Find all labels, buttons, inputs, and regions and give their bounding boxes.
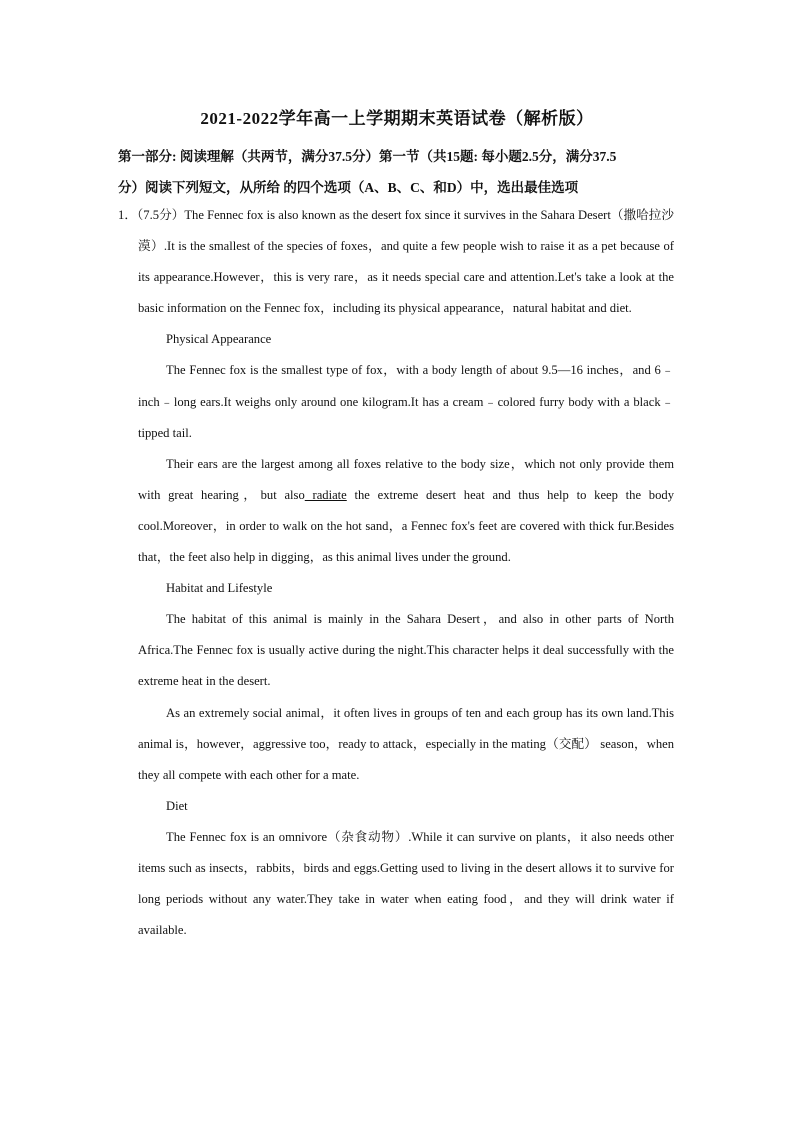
part-heading-line-2: 分）阅读下列短文，从所给 的四个选项（A、B、C、和D）中，选出最佳选项 — [118, 180, 579, 195]
paragraph-habitat-1: The habitat of this animal is mainly in the Sahara Desert，and also in other parts of North Africa.The Fennec fox is usually active during the night.This character helps it deal successfully with the extreme heat in the desert. — [138, 612, 674, 689]
paragraph-diet-1: The Fennec fox is an omnivore（杂食动物）.While it can survive on plants，it also needs other items such as insects，rabbits，birds and eggs.Getting used to living in the desert allows it to survive for long periods without any water.They take in water when eating food，and they will drink water if available. — [138, 829, 674, 938]
heading-habitat-lifestyle: Habitat and Lifestyle — [166, 581, 273, 596]
paragraph-physical-1: The Fennec fox is the smallest type of fox，with a body length of about 9.5—16 inches，and 6﹣inch﹣long ears.It weighs only around one kilogram.It has a cream﹣colored furry body with a black﹣tipped tail. — [138, 363, 674, 440]
paragraph-physical-2-text-b: the extreme desert heat and thus help to keep the body cool.Moreover，in order to walk on the hot sand，a Fennec fox's feet are covered with thick fur.Besides that，the feet also help in digging，as this animal lives under the ground. — [138, 487, 674, 565]
question-number: 1．（7.5分） — [118, 208, 185, 222]
paragraph-habitat-2: As an extremely social animal，it often lives in groups of ten and each group has its own land.This animal is，however，aggressive too，ready to attack，especially in the mating（交配） season，when they all compete with each other for a mate. — [138, 705, 674, 782]
underlined-word-radiate: radiate — [304, 487, 347, 502]
paragraph-physical-2-text-a: Their ears are the largest among all foxes relative to the body size，which not only provide them with great hearing，but also — [138, 456, 674, 502]
question-intro-text: The Fennec fox is also known as the desert fox since it survives in the Sahara Desert（撒哈拉沙漠）.It is the smallest of the species of foxes，and quite a few people wish to raise it as a pet because of its appearance.However，this is very rare，as it needs special care and attention.Let's take a look at the basic information on the Fennec fox，including its physical appearance，natural habitat and diet. — [138, 208, 674, 316]
page-title: 2021-2022学年高一上学期期末英语试卷（解析版） — [200, 109, 594, 128]
part-heading-line-1: 第一部分: 阅读理解（共两节，满分37.5分）第一节（共15题: 每小题2.5分，满分37.5 — [118, 149, 617, 164]
part-heading — [118, 141, 678, 203]
question-1 — [118, 200, 674, 946]
heading-physical-appearance: Physical Appearance — [166, 332, 272, 347]
heading-diet: Diet — [166, 798, 188, 813]
question-intro-paragraph — [118, 200, 674, 324]
paragraph-physical-2 — [118, 449, 674, 573]
